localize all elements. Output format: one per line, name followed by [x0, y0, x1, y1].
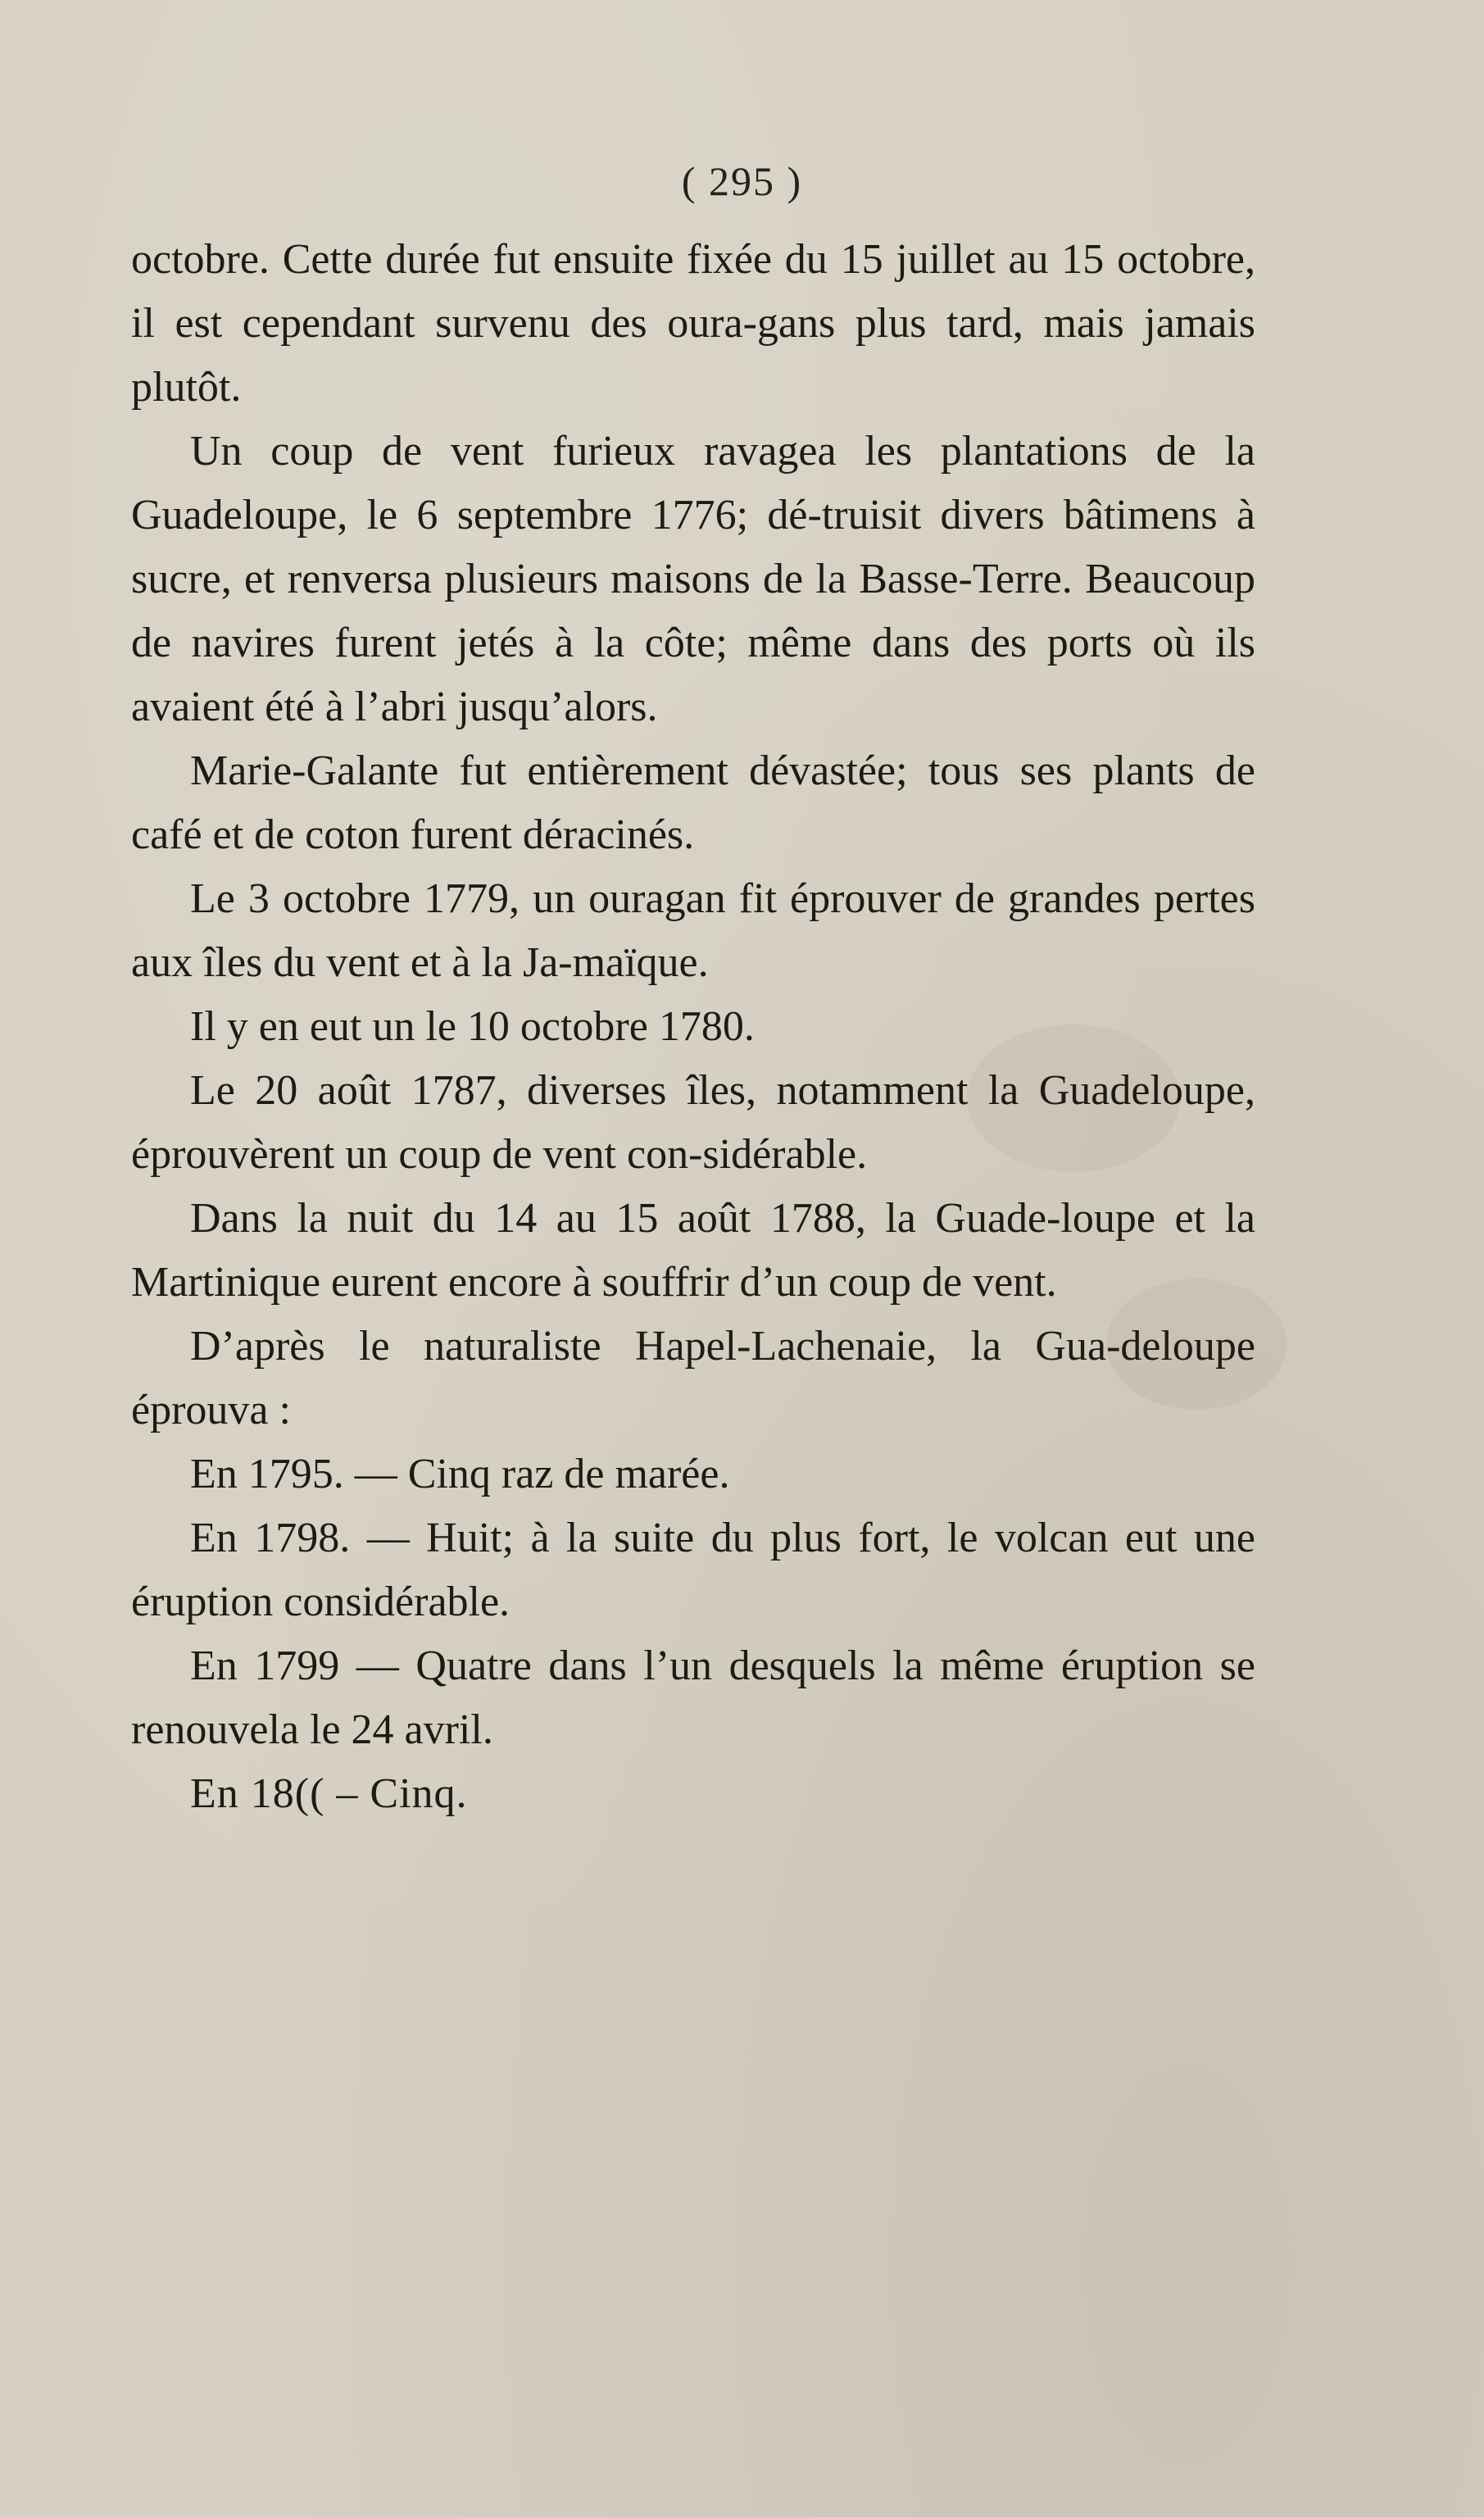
paragraph: octobre. Cette durée fut ensuite fixée du 15 juillet au 15 octobre, il est cependant survenu des oura-gans plus tard, mais jamais plutôt.	[131, 236, 1255, 411]
paragraph: Un coup de vent furieux ravagea les plantations de la Guadeloupe, le 6 septembre 1776; dé-truisit divers bâtimens à sucre, et renversa plusieurs maisons de la Basse-Terre. Beaucoup de navires furent jetés à la côte; même dans des ports où ils avaient été à l’abri jusqu’alors.	[131, 428, 1255, 730]
paragraph: Dans la nuit du 14 au 15 août 1788, la Guade-loupe et la Martinique eurent encore à souffrir d’un coup de vent.	[131, 1195, 1255, 1306]
paragraph: En 18(( – Cinq.	[190, 1770, 468, 1817]
paragraph: En 1795. — Cinq raz de marée.	[190, 1451, 730, 1497]
paragraph: Il y en eut un le 10 octobre 1780.	[190, 1003, 755, 1050]
paragraph: En 1799 — Quatre dans l’un desquels la même éruption se renouvela le 24 avril.	[131, 1642, 1255, 1753]
paragraph: Marie-Galante fut entièrement dévastée; tous ses plants de café et de coton furent déracinés.	[131, 747, 1255, 858]
body-text	[131, 228, 1255, 1826]
paragraph: Le 20 août 1787, diverses îles, notamment la Guadeloupe, éprouvèrent un coup de vent con-sidérable.	[131, 1067, 1255, 1178]
paragraph: En 1798. — Huit; à la suite du plus fort, le volcan eut une éruption considérable.	[131, 1515, 1255, 1625]
page-number: ( 295 )	[681, 158, 803, 204]
paragraph: Le 3 octobre 1779, un ouragan fit éprouver de grandes pertes aux îles du vent et à la Ja-maïque.	[131, 875, 1255, 986]
paragraph: D’après le naturaliste Hapel-Lachenaie, la Gua-deloupe éprouva :	[131, 1323, 1255, 1433]
